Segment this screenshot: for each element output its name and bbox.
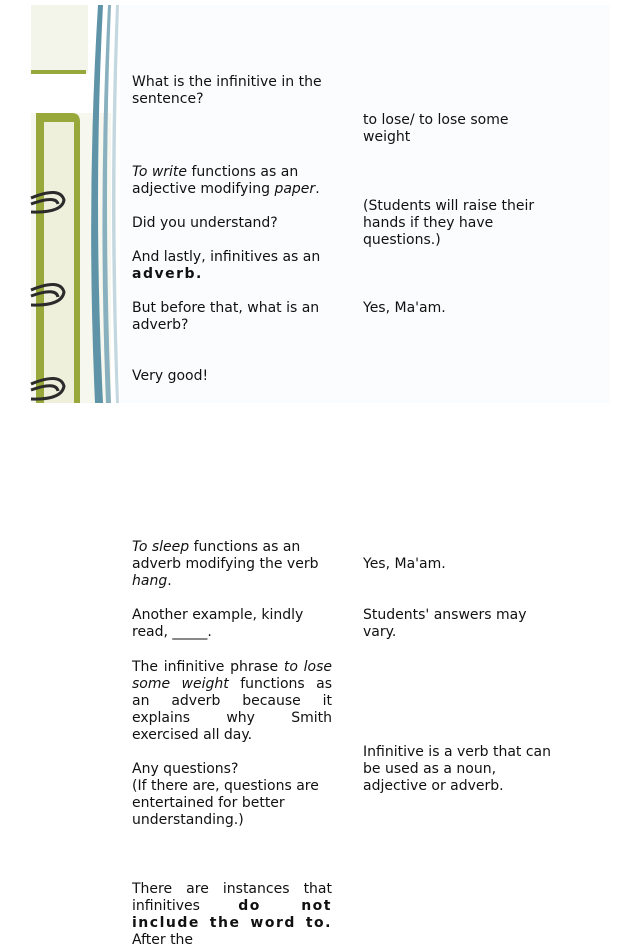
to-lose-some-weight-term: to lose some weight [132,659,332,692]
to-write-explanation [132,164,332,198]
to-sleep-mid: functions as an adverb modifying the verb [132,539,319,572]
instances-without-to [132,881,332,949]
to-write-end: . [315,181,320,197]
students-raise-hands: (Students will raise their hands if they have questions.) [363,198,535,248]
question-infinitive-in-sentence: What is the infinitive in the sentence? [132,74,322,107]
page-gap [31,76,93,112]
yes-maam-1: Yes, Ma'am. [363,300,446,316]
instances-end: After the [132,932,194,948]
students-answers-vary: Students' answers may vary. [363,607,527,640]
hang-term: hang [132,573,168,589]
to-sleep-end: . [167,573,172,589]
very-good: Very good! [132,368,209,384]
infinitive-phrase-explanation [132,659,332,744]
teal-swoosh-3 [112,5,119,403]
notepad-top [31,5,88,73]
any-questions-note: (If there are, questions are entertained for better understanding.) [132,778,319,828]
did-you-understand: Did you understand? [132,215,278,231]
notepad-top-olive-edge [31,70,86,74]
phrase-end: functions as an adverb because it explains why Smith exercised all day. [132,676,333,743]
lastly-adverb [132,249,332,283]
to-write-mid: functions as an adjective modifying [132,164,299,197]
notebook-inner-page [44,122,74,403]
lastly-text: And lastly, infinitives as an [132,249,321,265]
instances-start: There are instances that infinitives [132,881,332,914]
answer-to-lose: to lose/ to lose some weight [363,112,509,145]
any-questions-text: Any questions? [132,761,239,777]
another-example: Another example, kindly read, _____. [132,607,304,640]
any-questions [132,761,332,829]
what-is-adverb-question: But before that, what is an adverb? [132,300,320,333]
to-sleep-term: To sleep [132,539,190,555]
to-sleep-explanation [132,539,332,590]
infinitive-definition: Infinitive is a verb that can be used as a noun, adjective or adverb. [363,744,551,794]
paper-term: paper [274,181,316,197]
yes-maam-2: Yes, Ma'am. [363,556,446,572]
adverb-bold: adverb. [132,266,203,282]
to-write-term: To write [132,164,188,180]
phrase-start: The infinitive phrase [132,659,284,675]
do-not-include-bold: do not include the word to. [132,898,332,931]
